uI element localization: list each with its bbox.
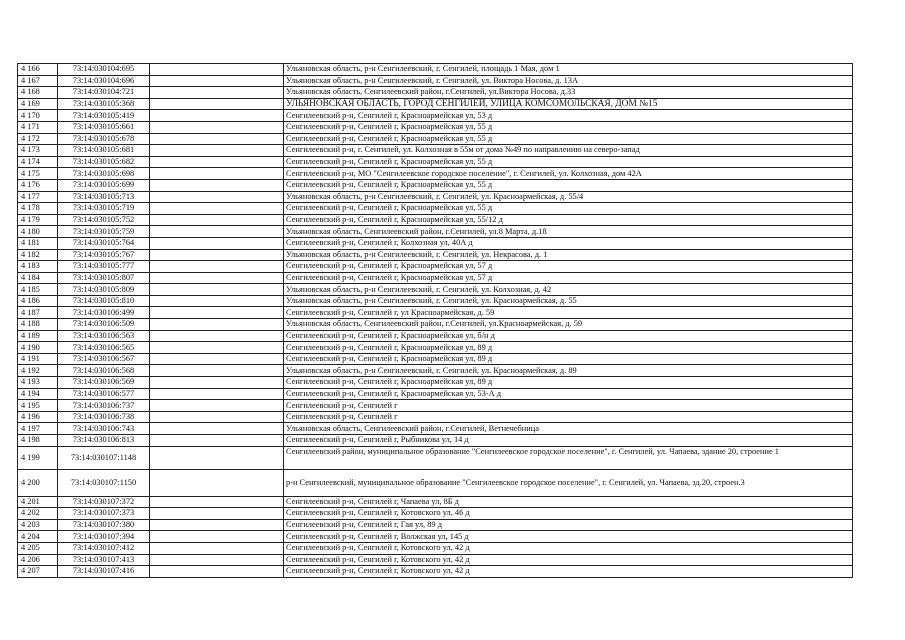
address-cell: Сенгилеевский р-н, Сенгилей г [284, 400, 853, 412]
address-cell: Ульяновская область, р-н Сенгилеевский, г. Сенгилей, ул. Колхозная, д. 42 [284, 284, 853, 296]
row-number-cell: 4 189 [18, 330, 58, 342]
cadastral-number-cell: 73:14:030105:807 [58, 272, 150, 284]
cadastral-number-cell: 73:14:030105:698 [58, 168, 150, 180]
cadastral-number-cell: 73:14:030105:752 [58, 214, 150, 226]
row-number-cell: 4 183 [18, 261, 58, 273]
table-row [18, 145, 853, 157]
empty-cell [150, 284, 284, 296]
address-cell: Сенгилеевский р-н, Сенгилей г [284, 411, 853, 423]
table-row [18, 423, 853, 435]
cadastral-number-cell: 73:14:030105:682 [58, 156, 150, 168]
cadastral-number-cell: 73:14:030104:721 [58, 87, 150, 99]
row-number-cell: 4 195 [18, 400, 58, 412]
table-row [18, 203, 853, 215]
empty-cell [150, 531, 284, 543]
row-number-cell: 4 199 [18, 446, 58, 469]
cadastral-number-cell: 73:14:030104:696 [58, 75, 150, 87]
address-cell: УЛЬЯНОВСКАЯ ОБЛАСТЬ, ГОРОД СЕНГИЛЕЙ, УЛИЦА КОМСОМОЛЬСКАЯ, ДОМ №15 [284, 98, 853, 110]
address-cell: Сенгилеевский р-н, г. Сенгилей, ул. Колхозная в 55м от дома №49 по направлению на северо-запад [284, 145, 853, 157]
empty-cell [150, 519, 284, 531]
address-cell: Сенгилеевский р-н, Сенгилей г, Красноармейская ул, 57 д [284, 272, 853, 284]
table-row [18, 98, 853, 110]
cadastral-number-cell: 73:14:030106:738 [58, 411, 150, 423]
address-cell: Сенгилеевский р-н, Сенгилей г, Красноармейская ул, 55 д [284, 203, 853, 215]
row-number-cell: 4 181 [18, 237, 58, 249]
row-number-cell: 4 201 [18, 496, 58, 508]
address-cell: Сенгилеевский р-н, Сенгилей г, Чапаева ул, 8Б д [284, 496, 853, 508]
table-row [18, 342, 853, 354]
empty-cell [150, 237, 284, 249]
address-cell: Ульяновская область, Сенгилеевский район, г.Сенгилей, ул.8 Марта, д.18 [284, 226, 853, 238]
cadastral-number-cell: 73:14:030107:372 [58, 496, 150, 508]
cadastral-number-cell: 73:14:030105:764 [58, 237, 150, 249]
cadastral-number-cell: 73:14:030106:567 [58, 353, 150, 365]
row-number-cell: 4 180 [18, 226, 58, 238]
cadastral-number-cell: 73:14:030106:568 [58, 365, 150, 377]
table-row [18, 411, 853, 423]
row-number-cell: 4 182 [18, 249, 58, 261]
address-cell: Сенгилеевский р-н, Сенгилей г, Красноармейская ул, 89 д [284, 353, 853, 365]
table-row [18, 284, 853, 296]
table-row [18, 542, 853, 554]
empty-cell [150, 365, 284, 377]
row-number-cell: 4 178 [18, 203, 58, 215]
cadastral-number-cell: 73:14:030107:394 [58, 531, 150, 543]
address-cell: Сенгилеевский район, муниципальное образование "Сенгилеевское городское поселение", г. Сенгилей, ул. Чапаева, здание 20, строение 1 [284, 446, 853, 469]
empty-cell [150, 446, 284, 469]
row-number-cell: 4 191 [18, 353, 58, 365]
address-cell: Сенгилеевский р-н, Сенгилей г, Котовского ул, 46 д [284, 508, 853, 520]
row-number-cell: 4 193 [18, 377, 58, 389]
table-row [18, 554, 853, 566]
address-cell: Сенгилеевский р-н, Сенгилей г, Красноармейская ул, б/н д [284, 330, 853, 342]
cadastral-number-cell: 73:14:030105:719 [58, 203, 150, 215]
table-row [18, 388, 853, 400]
row-number-cell: 4 207 [18, 566, 58, 578]
table-row [18, 307, 853, 319]
table-row [18, 496, 853, 508]
row-number-cell: 4 177 [18, 191, 58, 203]
empty-cell [150, 400, 284, 412]
table-row [18, 110, 853, 122]
address-cell: Сенгилеевский р-н, Сенгилей г, ул Красноармейская, д. 59 [284, 307, 853, 319]
address-cell: Сенгилеевский р-н, Сенгилей г, Красноармейская ул, 89 д [284, 377, 853, 389]
cadastral-number-cell: 73:14:030105:810 [58, 295, 150, 307]
address-cell: Сенгилеевский р-н, Сенгилей г, Красноармейская ул, 53 д [284, 110, 853, 122]
cadastral-number-cell: 73:14:030106:509 [58, 319, 150, 331]
row-number-cell: 4 188 [18, 319, 58, 331]
table-row [18, 365, 853, 377]
empty-cell [150, 542, 284, 554]
table-row [18, 519, 853, 531]
empty-cell [150, 496, 284, 508]
cadastral-number-cell: 73:14:030106:737 [58, 400, 150, 412]
row-number-cell: 4 194 [18, 388, 58, 400]
registry-table [17, 63, 853, 578]
empty-cell [150, 566, 284, 578]
cadastral-number-cell: 73:14:030107:416 [58, 566, 150, 578]
cadastral-number-cell: 73:14:030106:569 [58, 377, 150, 389]
empty-cell [150, 249, 284, 261]
empty-cell [150, 191, 284, 203]
cadastral-number-cell: 73:14:030105:681 [58, 145, 150, 157]
table-row [18, 566, 853, 578]
cadastral-number-cell: 73:14:030107:1148 [58, 446, 150, 469]
row-number-cell: 4 179 [18, 214, 58, 226]
empty-cell [150, 98, 284, 110]
empty-cell [150, 156, 284, 168]
table-row [18, 400, 853, 412]
cadastral-number-cell: 73:14:030104:695 [58, 64, 150, 76]
empty-cell [150, 319, 284, 331]
cadastral-number-cell: 73:14:030106:743 [58, 423, 150, 435]
address-cell: Сенгилеевский р-н, Сенгилей г, Колхозная ул, 40А д [284, 237, 853, 249]
table-row [18, 353, 853, 365]
address-cell: Ульяновская область, Сенгилеевский район, г.Сенгилей, ул.Виктора Носова, д.33 [284, 87, 853, 99]
row-number-cell: 4 192 [18, 365, 58, 377]
table-row [18, 226, 853, 238]
cadastral-number-cell: 73:14:030106:563 [58, 330, 150, 342]
table-row [18, 377, 853, 389]
empty-cell [150, 168, 284, 180]
empty-cell [150, 377, 284, 389]
row-number-cell: 4 166 [18, 64, 58, 76]
table-row [18, 261, 853, 273]
cadastral-number-cell: 73:14:030105:713 [58, 191, 150, 203]
empty-cell [150, 330, 284, 342]
cadastral-number-cell: 73:14:030106:577 [58, 388, 150, 400]
empty-cell [150, 554, 284, 566]
cadastral-number-cell: 73:14:030106:813 [58, 435, 150, 447]
row-number-cell: 4 172 [18, 133, 58, 145]
empty-cell [150, 423, 284, 435]
address-cell: Ульяновская область, р-н Сенгилеевский, г. Сенгилей, ул. Красноармейская, д. 55/4 [284, 191, 853, 203]
row-number-cell: 4 184 [18, 272, 58, 284]
table-row [18, 435, 853, 447]
cadastral-number-cell: 73:14:030107:380 [58, 519, 150, 531]
row-number-cell: 4 202 [18, 508, 58, 520]
table-row [18, 446, 853, 469]
empty-cell [150, 133, 284, 145]
cadastral-number-cell: 73:14:030107:1150 [58, 469, 150, 496]
cadastral-number-cell: 73:14:030107:373 [58, 508, 150, 520]
cadastral-number-cell: 73:14:030105:661 [58, 121, 150, 133]
table-row [18, 121, 853, 133]
address-cell: Сенгилеевский р-н, Сенгилей г, Красноармейская ул, 57 д [284, 261, 853, 273]
table-row [18, 249, 853, 261]
address-cell: Сенгилеевский р-н, Сенгилей г, Красноармейская ул, 53-А д [284, 388, 853, 400]
address-cell: Ульяновская область, Сенгилеевский район, г.Сенгилей, Ветнечебница [284, 423, 853, 435]
address-cell: Сенгилеевский р-н, Сенгилей г, Котовского ул, 42 д [284, 554, 853, 566]
empty-cell [150, 295, 284, 307]
empty-cell [150, 110, 284, 122]
address-cell: Сенгилеевский р-н, Сенгилей г, Рыбникова ул, 14 д [284, 435, 853, 447]
cadastral-number-cell: 73:14:030107:412 [58, 542, 150, 554]
address-cell: Ульяновская область, р-н Сенгилеевский, г. Сенгилей, площадь 1 Мая, дом 1 [284, 64, 853, 76]
table-row [18, 64, 853, 76]
address-cell: Ульяновская область, р-н Сенгилеевский, г. Сенгилей, ул. Некрасова, д. 1 [284, 249, 853, 261]
address-cell: Сенгилеевский р-н, Сенгилей г, Красноармейская ул, 55 д [284, 133, 853, 145]
row-number-cell: 4 206 [18, 554, 58, 566]
row-number-cell: 4 205 [18, 542, 58, 554]
row-number-cell: 4 187 [18, 307, 58, 319]
empty-cell [150, 179, 284, 191]
cadastral-number-cell: 73:14:030105:678 [58, 133, 150, 145]
row-number-cell: 4 176 [18, 179, 58, 191]
cadastral-number-cell: 73:14:030105:809 [58, 284, 150, 296]
row-number-cell: 4 190 [18, 342, 58, 354]
empty-cell [150, 64, 284, 76]
row-number-cell: 4 185 [18, 284, 58, 296]
empty-cell [150, 342, 284, 354]
cadastral-number-cell: 73:14:030105:759 [58, 226, 150, 238]
cadastral-number-cell: 73:14:030107:413 [58, 554, 150, 566]
empty-cell [150, 307, 284, 319]
address-cell: Ульяновская область, р-н Сенгилеевский, г. Сенгилей, ул. Виктора Носова, д. 13А [284, 75, 853, 87]
table-row [18, 191, 853, 203]
table-row [18, 237, 853, 249]
address-cell: Ульяновская область, р-н Сенгилеевский, г. Сенгилей, ул. Красноармейская, д. 89 [284, 365, 853, 377]
row-number-cell: 4 169 [18, 98, 58, 110]
row-number-cell: 4 174 [18, 156, 58, 168]
table-row [18, 272, 853, 284]
empty-cell [150, 388, 284, 400]
address-cell: Сенгилеевский р-н, Сенгилей г, Гая ул, 89 д [284, 519, 853, 531]
table-row [18, 469, 853, 496]
empty-cell [150, 508, 284, 520]
empty-cell [150, 145, 284, 157]
table-row [18, 179, 853, 191]
address-cell: Сенгилеевский р-н, Сенгилей г, Волжская ул, 145 д [284, 531, 853, 543]
table-row [18, 295, 853, 307]
address-cell: Ульяновская область, р-н Сенгилеевский, г. Сенгилей, ул. Красноармейская, д. 55 [284, 295, 853, 307]
registry-table-body [18, 64, 853, 578]
empty-cell [150, 353, 284, 365]
row-number-cell: 4 198 [18, 435, 58, 447]
empty-cell [150, 435, 284, 447]
empty-cell [150, 75, 284, 87]
address-cell: Сенгилеевский р-н, Сенгилей г, Красноармейская ул, 55 д [284, 121, 853, 133]
empty-cell [150, 261, 284, 273]
table-row [18, 87, 853, 99]
table-row [18, 508, 853, 520]
row-number-cell: 4 186 [18, 295, 58, 307]
row-number-cell: 4 170 [18, 110, 58, 122]
address-cell: Сенгилеевский р-н, Сенгилей г, Котовского ул, 42 д [284, 542, 853, 554]
empty-cell [150, 411, 284, 423]
address-cell: Сенгилеевский р-н, МО "Сенгилеевское городское поселение", г. Сенгилей, ул. Колхозная, дом 42А [284, 168, 853, 180]
table-row [18, 214, 853, 226]
cadastral-number-cell: 73:14:030106:565 [58, 342, 150, 354]
empty-cell [150, 203, 284, 215]
table-row [18, 75, 853, 87]
empty-cell [150, 214, 284, 226]
table-row [18, 330, 853, 342]
address-cell: Сенгилеевский р-н, Сенгилей г, Котовского ул, 42 д [284, 566, 853, 578]
empty-cell [150, 226, 284, 238]
row-number-cell: 4 173 [18, 145, 58, 157]
table-row [18, 156, 853, 168]
cadastral-number-cell: 73:14:030105:699 [58, 179, 150, 191]
row-number-cell: 4 175 [18, 168, 58, 180]
empty-cell [150, 469, 284, 496]
cadastral-number-cell: 73:14:030105:777 [58, 261, 150, 273]
empty-cell [150, 87, 284, 99]
table-row [18, 531, 853, 543]
table-row [18, 319, 853, 331]
cadastral-number-cell: 73:14:030105:368 [58, 98, 150, 110]
address-cell: р-н Сенгилеевский, муниципальное образование "Сенгилеевское городское поселение", г. Сенгилей, ул. Чапаева, зд.20, строен.3 [284, 469, 853, 496]
cadastral-number-cell: 73:14:030105:419 [58, 110, 150, 122]
address-cell: Сенгилеевский р-н, Сенгилей г, Красноармейская ул, 89 д [284, 342, 853, 354]
address-cell: Сенгилеевский р-н, Сенгилей г, Красноармейская ул, 55 д [284, 179, 853, 191]
row-number-cell: 4 203 [18, 519, 58, 531]
address-cell: Сенгилеевский р-н, Сенгилей г, Красноармейская ул, 55 д [284, 156, 853, 168]
table-row [18, 133, 853, 145]
row-number-cell: 4 200 [18, 469, 58, 496]
empty-cell [150, 121, 284, 133]
address-cell: Ульяновская область, Сенгилеевский район, г.Сенгилей, ул.Красноармейская, д. 59 [284, 319, 853, 331]
row-number-cell: 4 204 [18, 531, 58, 543]
cadastral-number-cell: 73:14:030105:767 [58, 249, 150, 261]
row-number-cell: 4 196 [18, 411, 58, 423]
table-row [18, 168, 853, 180]
cadastral-number-cell: 73:14:030106:499 [58, 307, 150, 319]
row-number-cell: 4 197 [18, 423, 58, 435]
address-cell: Сенгилеевский р-н, Сенгилей г, Красноармейская ул, 55/12 д [284, 214, 853, 226]
row-number-cell: 4 171 [18, 121, 58, 133]
row-number-cell: 4 168 [18, 87, 58, 99]
row-number-cell: 4 167 [18, 75, 58, 87]
empty-cell [150, 272, 284, 284]
